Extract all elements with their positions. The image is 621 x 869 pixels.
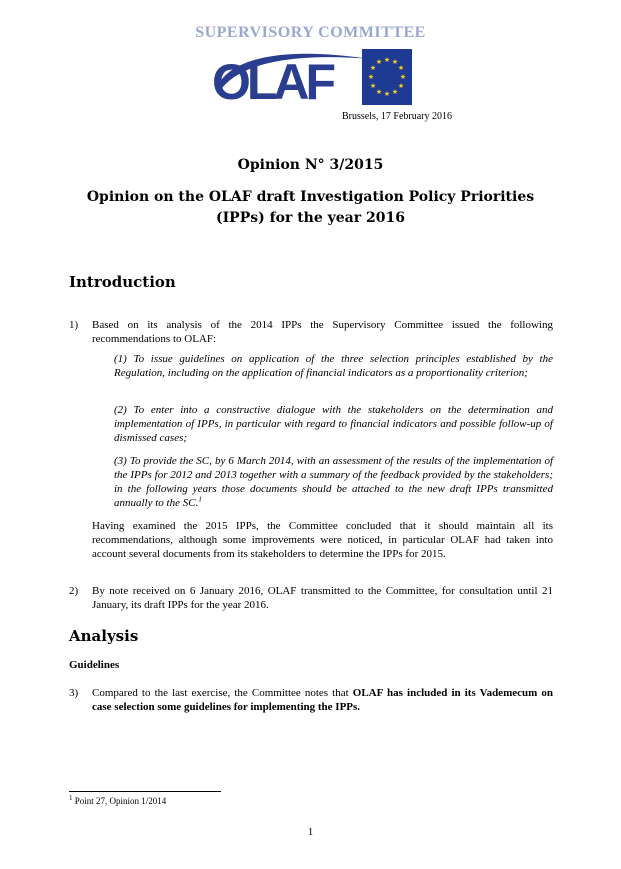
svg-text:★: ★	[391, 88, 399, 96]
svg-text:★: ★	[383, 90, 391, 98]
footnote-marker: 1	[69, 794, 73, 802]
recommendation-1: (1) To issue guidelines on application of the three selection principles established by the Regulation, including on the application of financial indicators as a proportionality criterion;	[114, 353, 553, 379]
opinion-number: Opinion N° 3/2015	[237, 157, 384, 173]
item-3-number: 3)	[69, 687, 79, 699]
item-3-bold: OLAF has included in its Vademecum on case selection some guidelines for implementing the IPPs.	[92, 687, 553, 713]
document-date: Brussels, 17 February 2016	[342, 111, 452, 122]
recommendation-2: (2) To enter into a constructive dialogue with the stakeholders on the determination and implementation of IPPs, in particular with regard to financial indicators and possible follow-up of dismissed cases;	[114, 404, 553, 444]
opinion-title	[60, 187, 561, 229]
svg-text:OLAF: OLAF	[212, 54, 333, 105]
page-number: 1	[307, 826, 314, 838]
recommendation-3-text: (3) To provide the SC, by 6 March 2014, with an assessment of the results of the implementation of the IPPs for 2012 and 2013 together with a summary of the feedback provided by the stakeholders; in the following years those documents should be attached to the new draft IPPs transmitted annually to the SC.	[114, 455, 553, 509]
committee-title: SUPERVISORY COMMITTEE	[195, 24, 426, 41]
item-2-text: By note received on 6 January 2016, OLAF transmitted to the Committee, for consultation until 21 January, its draft IPPs for the year 2016.	[92, 585, 553, 611]
recommendation-3	[114, 454, 553, 510]
item-2-number: 2)	[69, 585, 79, 597]
item-1-number: 1)	[69, 319, 79, 331]
item-3-plain: Compared to the last exercise, the Committee notes that	[92, 687, 353, 699]
svg-text:★: ★	[375, 88, 383, 96]
opinion-title-line1: Opinion on the OLAF draft Investigation Policy Priorities	[86, 189, 535, 205]
footnote	[69, 796, 166, 806]
svg-text:★: ★	[383, 56, 391, 64]
opinion-title-line2: (IPPs) for the year 2016	[216, 210, 405, 226]
item-3-text	[92, 686, 553, 714]
svg-text:★: ★	[369, 82, 377, 90]
svg-text:★: ★	[391, 58, 399, 66]
introduction-heading: Introduction	[69, 273, 176, 291]
guidelines-subheading: Guidelines	[69, 659, 120, 671]
item-1-closing: Having examined the 2015 IPPs, the Committee concluded that it should maintain all its recommendations, although some improvements were noticed, in particular OLAF had taken into account several documents from its stakeholders to determine the IPPs for 2015.	[92, 520, 553, 560]
footnote-separator	[69, 791, 221, 792]
footnote-ref[interactable]: 1	[198, 495, 202, 504]
footnote-text: Point 27, Opinion 1/2014	[72, 796, 167, 806]
svg-text:★: ★	[397, 82, 405, 90]
item-1-lead: Based on its analysis of the 2014 IPPs the Supervisory Committee issued the following recommendations to OLAF:	[92, 319, 553, 345]
svg-text:★: ★	[399, 73, 407, 81]
svg-text:★: ★	[369, 64, 377, 72]
analysis-heading: Analysis	[69, 627, 139, 645]
svg-text:★: ★	[375, 58, 383, 66]
svg-text:★: ★	[367, 73, 375, 81]
svg-text:★: ★	[397, 64, 405, 72]
olaf-logo	[210, 49, 412, 105]
